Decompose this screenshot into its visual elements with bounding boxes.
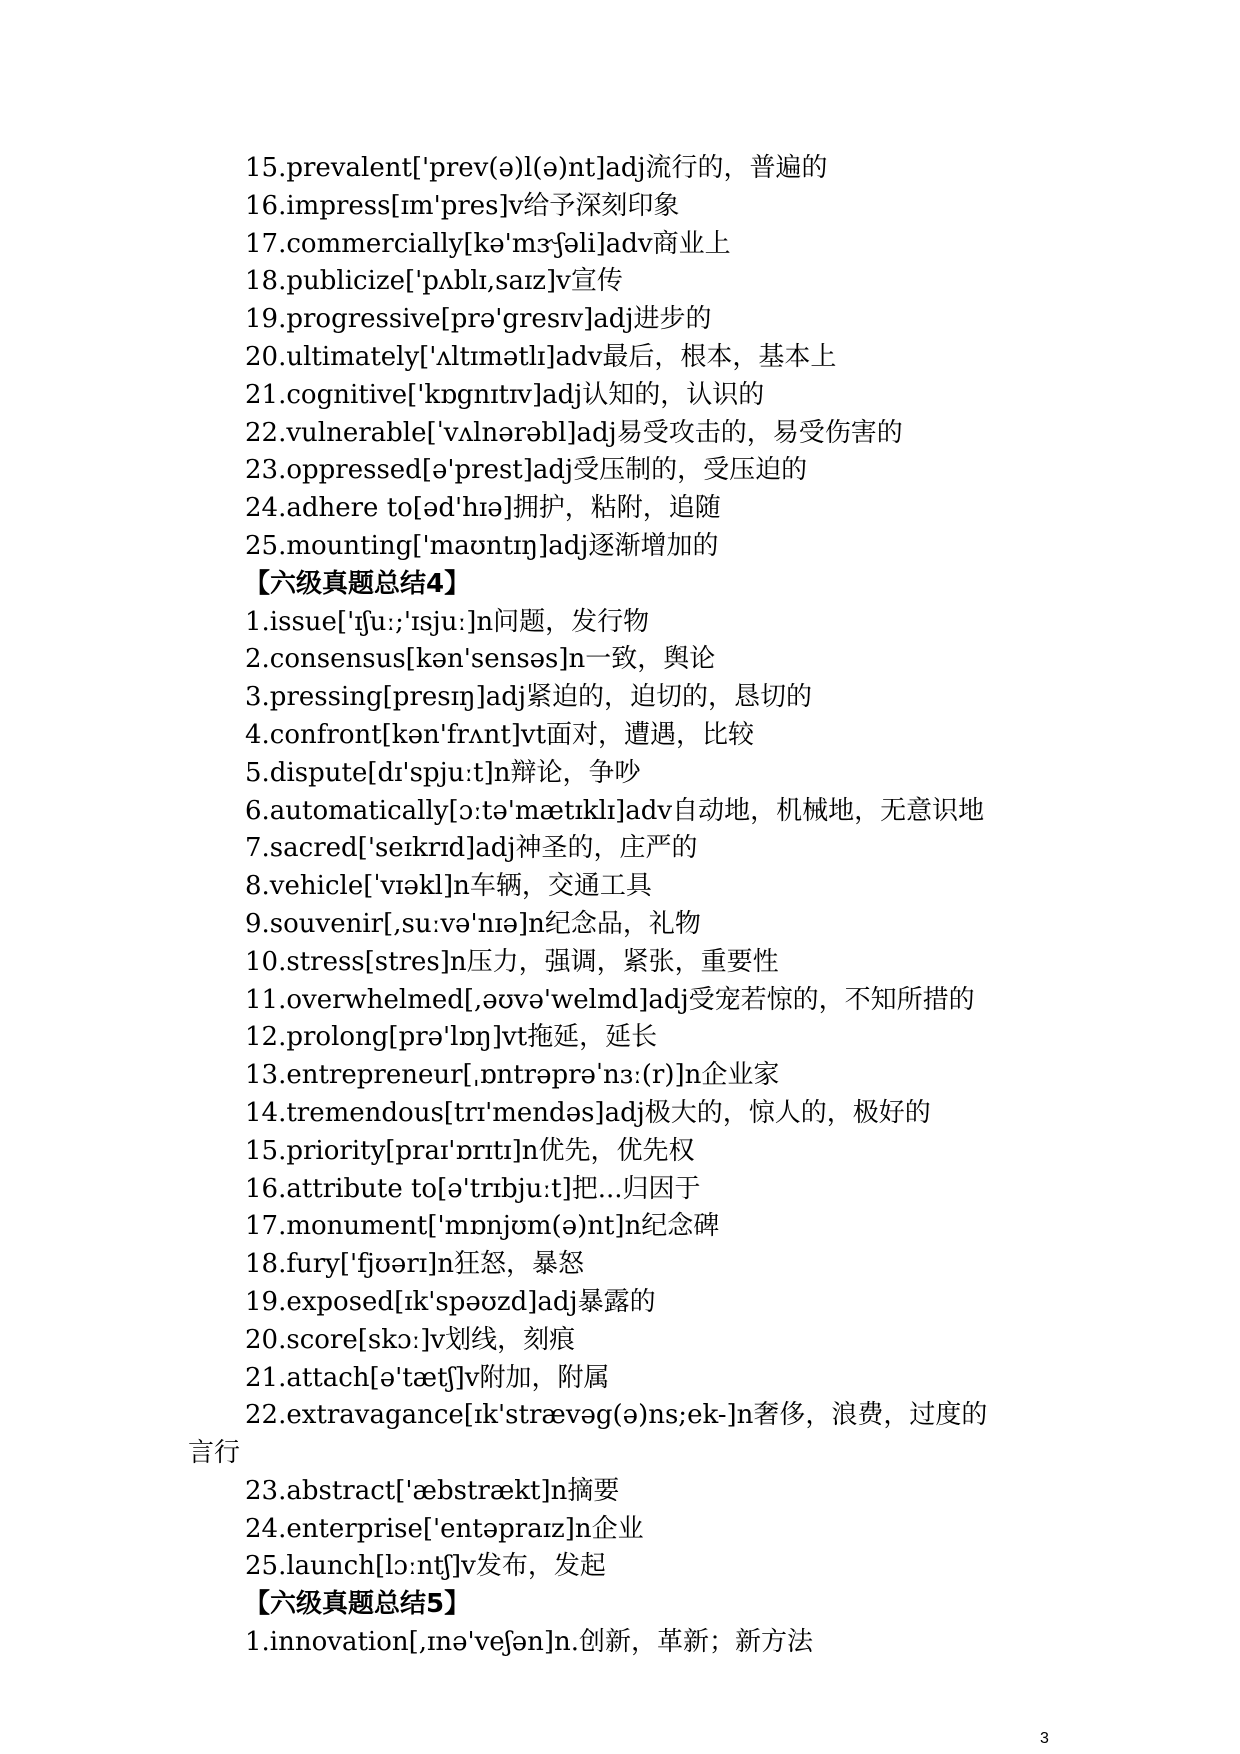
section-4-entries (188, 604, 1068, 1587)
section-heading-4: 【六级真题总结4】 (244, 568, 471, 599)
vocab-entry: 19.progressive[prə'gresɪv]adj进步的 (245, 304, 712, 335)
vocab-entry-wrapped (188, 1397, 1068, 1473)
vocab-entry: 16.impress[ɪm'pres]v给予深刻印象 (245, 190, 680, 221)
vocab-entry: 13.entrepreneur[ˌɒntrəprəˈnɜː(r)]n企业家 (245, 1060, 780, 1091)
section-1-entries (188, 150, 1068, 566)
section-heading-5: 【六级真题总结5】 (244, 1589, 471, 1620)
vocab-entry: 25.launch[lɔːntʃ]v发布，发起 (245, 1551, 606, 1582)
vocab-entry: 15.prevalent['prev(ə)l(ə)nt]adj流行的，普遍的 (245, 153, 828, 183)
vocab-entry: 21.cognitive['kɒgnɪtɪv]adj认知的，认识的 (245, 379, 765, 410)
vocab-entry: 20.score[skɔː]v划线，刻痕 (245, 1324, 576, 1355)
section-5-entries (188, 1624, 1068, 1662)
vocab-entry: 23.oppressed[ə'prest]adj受压制的，受压迫的 (245, 455, 808, 486)
vocab-entry: 12.prolong[prə'lɒŋ]vt拖延，延长 (245, 1022, 658, 1053)
vocab-entry: 3.pressing[presɪŋ]adj紧迫的，迫切的，恳切的 (245, 682, 813, 713)
vocab-entry: 5.dispute[dɪ'spjuːt]n辩论，争吵 (245, 757, 641, 788)
vocab-entry: 19.exposed[ɪk'spəʊzd]adj暴露的 (245, 1286, 656, 1317)
vocab-entry-first-line: 22.extravagance[ɪk'strævəg(ə)ns;ek-]n奢侈，浪费，过度的 (245, 1400, 988, 1431)
vocab-entry: 8.vehicle[ˈvɪəkl]n车辆，交通工具 (245, 871, 652, 902)
vocab-entry: 16.attribute to[ə'trɪbjuːt]把...归因于 (245, 1173, 701, 1204)
vocab-entry: 2.consensus[kən'sensəs]n一致，舆论 (245, 644, 716, 675)
vocab-entry: 6.automatically[ɔːtə'mætɪklɪ]adv自动地，机械地，无意识地 (245, 795, 985, 826)
vocab-entry: 20.ultimately['ʌltɪmətlɪ]adv最后，根本，基本上 (245, 341, 837, 372)
vocab-entry: 9.souvenir[,suːvə'nɪə]n纪念品，礼物 (245, 908, 701, 939)
vocab-entry: 24.enterprise['entəpraɪz]n企业 (245, 1513, 644, 1544)
vocabulary-list (188, 150, 1068, 1662)
vocab-entry: 23.abstract['æbstrækt]n摘要 (245, 1475, 620, 1506)
page-number: 3 (1040, 1730, 1049, 1747)
vocab-entry: 14.tremendous[trɪ'mendəs]adj极大的，惊人的，极好的 (245, 1097, 931, 1128)
vocab-entry: 11.overwhelmed[,əʊvə'welmd]adj受宠若惊的，不知所措的 (245, 984, 975, 1015)
vocab-entry: 4.confront[kən'frʌnt]vt面对，遭遇，比较 (245, 719, 755, 750)
vocab-entry: 10.stress[stres]n压力，强调，紧张，重要性 (245, 946, 779, 977)
vocab-entry: 1.issue['ɪʃuː;'ɪsjuː]n问题，发行物 (245, 606, 650, 637)
vocab-entry: 25.mounting['maʊntɪŋ]adj逐渐增加的 (245, 530, 719, 561)
vocab-entry-continuation: 言行 (188, 1438, 241, 1469)
vocab-entry: 1.innovation[,ɪnə'veʃən]n.创新，革新；新方法 (245, 1627, 814, 1658)
vocab-entry: 18.publicize['pʌblɪ,saɪz]v宣传 (245, 266, 623, 297)
vocab-entry: 15.priority[praɪ'ɒrɪtɪ]n优先，优先权 (245, 1135, 695, 1166)
vocab-entry: 18.fury['fjʊərɪ]n狂怒，暴怒 (245, 1249, 584, 1280)
vocab-entry: 21.attach[ə'tætʃ]v附加，附属 (245, 1362, 610, 1393)
vocab-entry: 22.vulnerable[ˈvʌlnərəbl]adj易受攻击的，易受伤害的 (245, 417, 903, 448)
vocab-entry: 7.sacred['seɪkrɪd]adj神圣的，庄严的 (245, 833, 698, 864)
vocab-entry: 17.monument['mɒnjʊm(ə)nt]n纪念碑 (245, 1211, 720, 1242)
vocab-entry: 17.commercially[kə'mɝʃəli]adv商业上 (245, 228, 731, 259)
vocab-entry: 24.adhere to[əd'hɪə]拥护，粘附，追随 (245, 493, 721, 524)
